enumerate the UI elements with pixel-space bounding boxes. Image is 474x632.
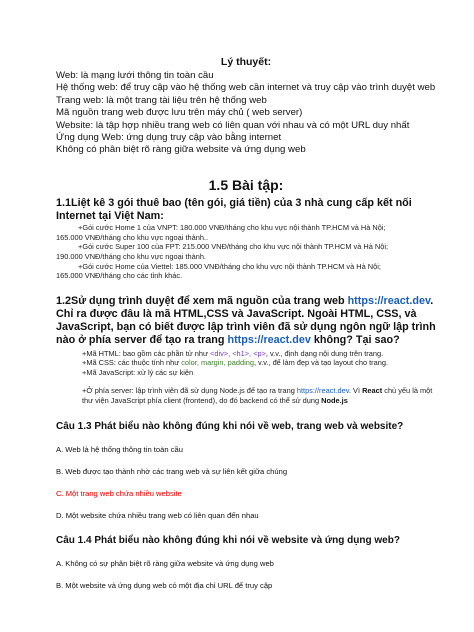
option-b: B. Web được tạo thành nhờ các trang web và sự liên kết giữa chúng [56,466,288,476]
answer-line: 165.000 VNĐ/tháng cho các tỉnh khác. [56,271,183,281]
answer-line: +Gói cước Home của Viettel: 185.000 VNĐ/tháng cho khu vực nội thành TP.HCM và Hà Nội; [78,261,381,271]
question-1-4: Câu 1.4 Phát biểu nào không đúng khi nói về website và ứng dụng web? [56,534,400,546]
option-c-answer: C. Một trang web chứa nhiều website [56,488,182,498]
answer-text: , v.v., để làm đẹp và tạo layout cho trang. [253,358,389,368]
answer-line: 190.000 VNĐ/tháng cho khu vực ngoại thành. [56,252,206,262]
answer-line: +Gói cước Super 100 của FPT: 215.000 VNĐ/tháng cho khu vực nội thành TP.HCM và Hà Nội; [78,242,389,252]
exercise-1-1-answer [56,223,436,281]
exercise-1-1 [56,197,436,281]
react-dev-link[interactable]: https://react.dev [296,386,349,396]
exercise-1-1-heading: 1.1Liệt kê 3 gói thuê bao (tên gói, giá tiền) của 3 nhà cung cấp kết nối Internet tại Việt Nam: [56,196,412,223]
react-dev-link[interactable]: https://react.dev [347,294,431,307]
css-answer-line [56,358,436,368]
server-answer-line [56,386,436,405]
option-d: D. Một website chứa nhiều trang web có liên quan đến nhau [56,510,259,520]
react-dev-link[interactable]: https://react.dev [227,334,311,347]
theory-line: Trang web: là một trang tài liệu trên hệ thống web [56,94,267,106]
option-a: A. Không có sự phân biệt rõ ràng giữa website và ứng dụng web [56,558,274,568]
css-props-code: color, margin, padding [181,358,254,368]
theory-section [56,70,436,157]
theory-line: Website: là tập hợp nhiều trang web có liên quan với nhau và có một URL duy nhất [56,119,410,131]
answer-text: +Ở phía server: lập trình viên đã sử dụng Node.js để tạo ra trang [82,386,297,396]
nodejs-term: Node.js [321,396,348,405]
spacer [56,377,436,386]
answer-text: +Mã CSS: các thuộc tính như [82,358,182,368]
theory-line: Web: là mạng lưới thông tin toàn cầu [56,70,214,81]
option-b: B. Một website và ứng dụng web có một địa chỉ URL để truy cập [56,580,273,590]
html-answer-line [56,349,436,359]
exercise-1-2-heading [56,295,436,348]
exercises-title: 1.5 Bài tập: [208,176,284,193]
theory-line: Mã nguồn trang web được lưu trên máy chủ ( web server) [56,107,303,119]
answer-text: chủ yếu là một thư viện JavaScript phía client (frontend), do đó backend có thể sử dụng [82,386,433,405]
heading-text: . Chỉ ra được đâu là mã HTML,CSS và JavaScript. Ngoài HTML, CSS, và JavaScript, bạn có biết được lập trình viên đã sử dụng ngôn ngữ lập trình nào ở phía server để tạo ra trang [56,294,436,347]
heading-text: 1.2Sử dụng trình duyệt để xem mã nguồn của trang web [56,294,348,307]
answer-line: +Gói cước Home 1 của VNPT: 180.000 VNĐ/tháng cho khu vực nội thành TP.HCM và Hà Nội; [78,223,386,233]
html-tags-code: <div>, <h1>, <p> [210,348,266,358]
theory-line: Ứng dụng Web: ứng dụng truy cập vào bằng internet [56,132,282,144]
option-a: A. Web là hệ thống thông tin toàn cầu [56,444,183,454]
react-term: React [362,386,383,396]
theory-title: Lý thuyết: [220,56,272,68]
answer-text: +Mã HTML: bao gồm các phần tử như [82,348,211,358]
js-answer-line: +Mã JavaScript: xử lý các sự kiện [82,367,194,377]
answer-text: . Vì [348,386,363,396]
exercise-1-2 [56,295,436,406]
theory-line: Không có phân biệt rõ ràng giữa website và ứng dụng web [56,144,306,156]
heading-text: không? Tại sao? [310,334,400,347]
answer-line: 165.000 VNĐ/tháng cho khu vực ngoại thành.. [56,232,209,242]
exercise-1-2-answer [56,349,436,406]
theory-line: Hệ thống web: để truy cập vào hệ thống web cần internet và truy cập vào trình duyệt web [56,82,436,94]
answer-text: , v.v., định dạng nội dung trên trang. [265,348,384,358]
question-1-3: Câu 1.3 Phát biểu nào không đúng khi nói về web, trang web và website? [56,420,404,432]
